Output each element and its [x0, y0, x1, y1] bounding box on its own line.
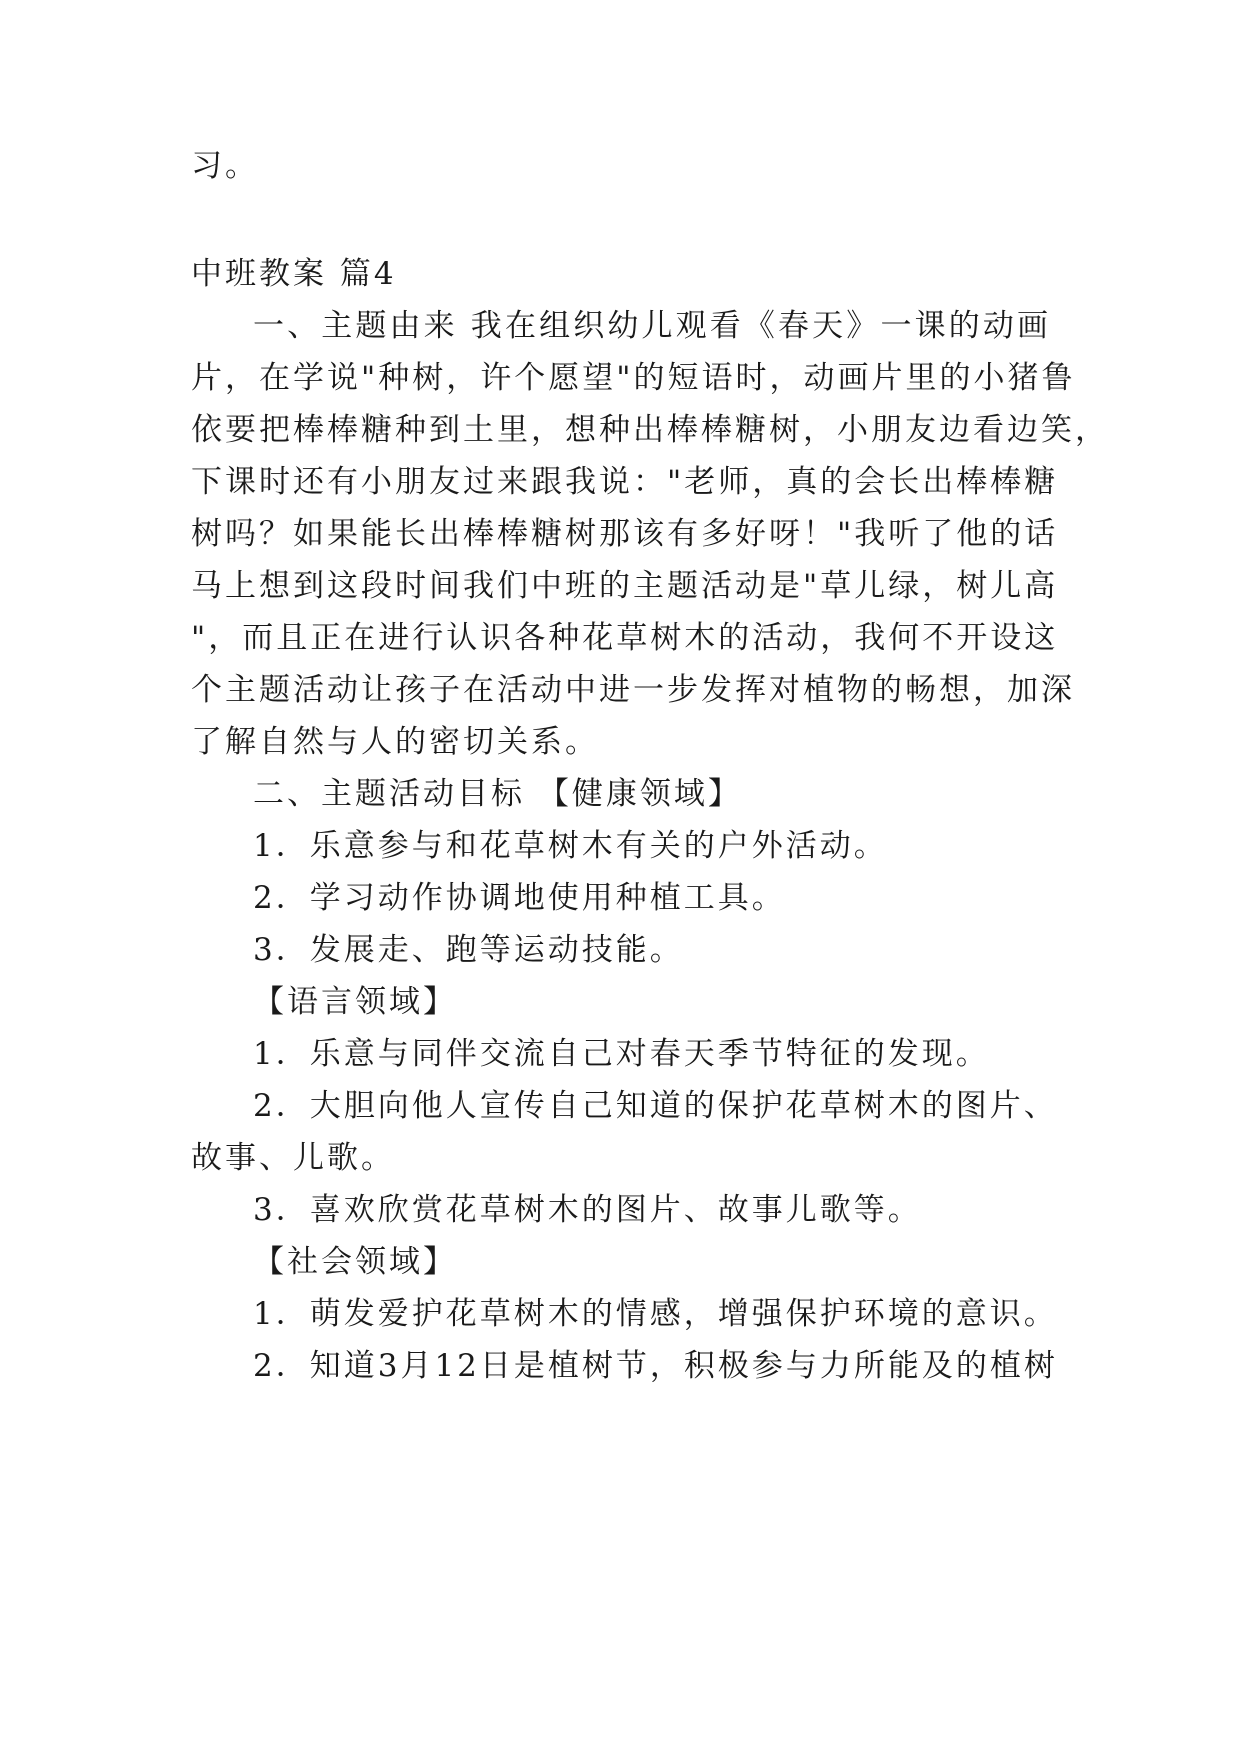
subsection-title: 【社会领域】 [253, 1244, 457, 1280]
list-item-continuation: 故事、儿歌。 [191, 1140, 395, 1176]
continuation-text: 习。 [191, 148, 259, 184]
subsection-title: 【语言领域】 [253, 984, 457, 1020]
list-item: 2．大胆向他人宣传自己知道的保护花草树木的图片、 [253, 1088, 1058, 1124]
paragraph-line: 个主题活动让孩子在活动中进一步发挥对植物的畅想，加深 [191, 672, 1075, 708]
paragraph-line: 马上想到这段时间我们中班的主题活动是"草儿绿，树儿高 [191, 568, 1059, 604]
list-item: 3．发展走、跑等运动技能。 [253, 932, 684, 968]
list-item: 2．学习动作协调地使用种植工具。 [253, 880, 786, 916]
paragraph-line: 依要把棒棒糖种到土里，想种出棒棒糖树，小朋友边看边笑， [191, 412, 1109, 448]
paragraph-line: 一、主题由来 我在组织幼儿观看《春天》一课的动画 [253, 308, 1051, 344]
paragraph-line: 了解自然与人的密切关系。 [191, 724, 599, 760]
list-item: 3．喜欢欣赏花草树木的图片、故事儿歌等。 [253, 1192, 922, 1228]
paragraph-line: 片，在学说"种树，许个愿望"的短语时，动画片里的小猪鲁 [191, 360, 1076, 396]
paragraph-line: 下课时还有小朋友过来跟我说："老师，真的会长出棒棒糖 [191, 464, 1059, 500]
list-item: 2．知道3月12日是植树节，积极参与力所能及的植树 [253, 1348, 1058, 1384]
list-item: 1．乐意与同伴交流自己对春天季节特征的发现。 [253, 1036, 990, 1072]
list-item: 1．乐意参与和花草树木有关的户外活动。 [253, 828, 888, 864]
paragraph-line: "，而且正在进行认识各种花草树木的活动，我何不开设这 [191, 620, 1059, 656]
section-title: 二、主题活动目标 【健康领域】 [253, 776, 742, 812]
list-item: 1．萌发爱护花草树木的情感，增强保护环境的意识。 [253, 1296, 1058, 1332]
paragraph-line: 树吗？如果能长出棒棒糖树那该有多好呀！"我听了他的话 [191, 516, 1059, 552]
lesson-heading: 中班教案 篇4 [191, 256, 397, 292]
